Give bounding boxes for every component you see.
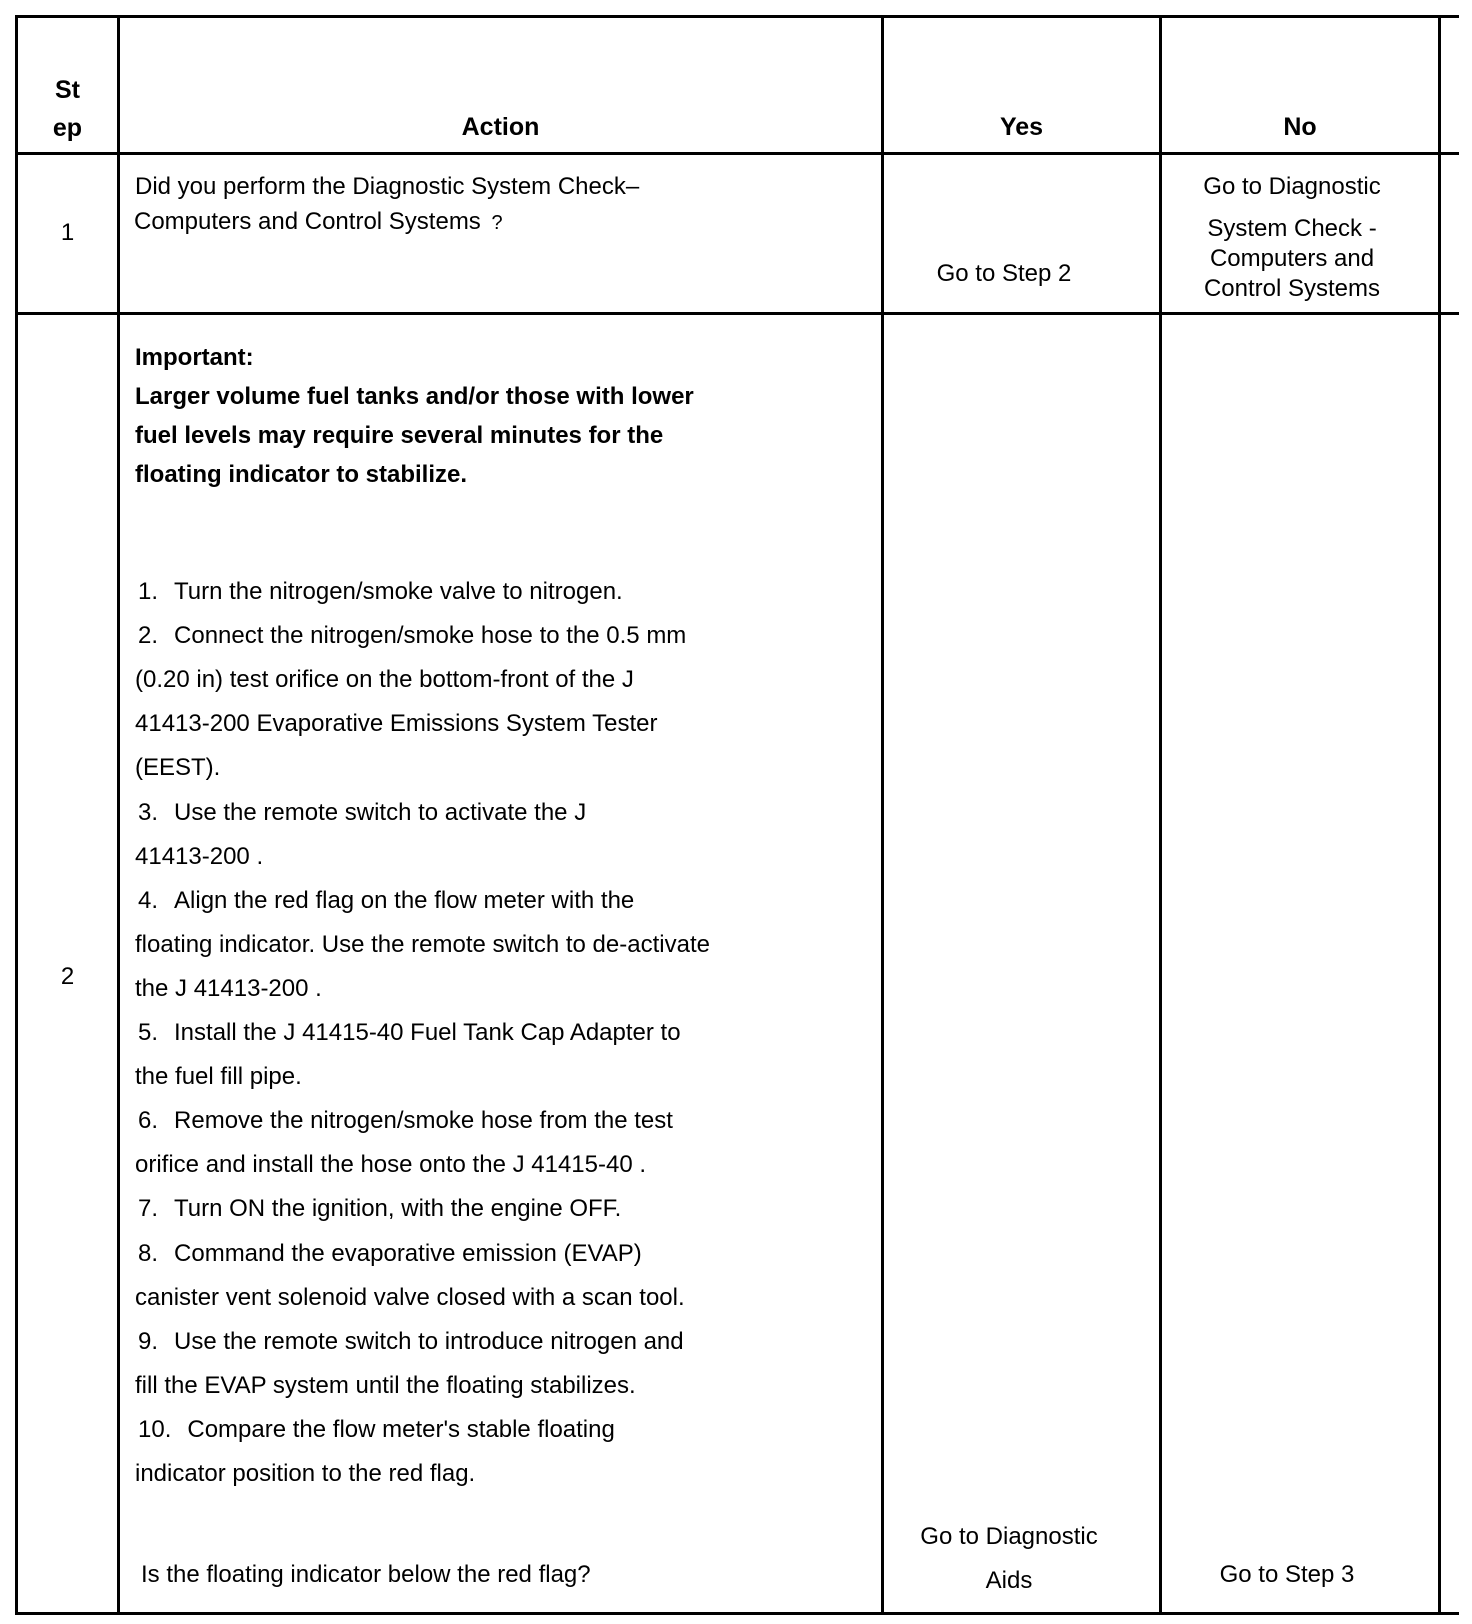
row2-no: Go to Step 3 xyxy=(1219,1561,1355,1588)
procedure-line xyxy=(135,621,835,651)
procedure-step-number: 1. xyxy=(138,578,159,605)
procedure-step-text: (EEST). xyxy=(135,754,221,782)
procedure-line xyxy=(135,930,835,960)
procedure-line xyxy=(135,1062,835,1092)
procedure-line xyxy=(135,842,835,872)
header-action: Action xyxy=(461,113,540,141)
table-border-left xyxy=(15,15,18,1615)
row2-yes-line1: Go to Diagnostic xyxy=(920,1523,1098,1550)
procedure-line xyxy=(135,709,835,739)
procedure-line xyxy=(135,886,835,916)
row1-no-line2: System Check - xyxy=(1207,215,1377,242)
column-divider-step xyxy=(117,15,120,1615)
procedure-step-text: floating indicator. Use the remote switch to de-activate xyxy=(135,930,710,958)
procedure-step-number: 8. xyxy=(138,1239,159,1267)
row2-step: 2 xyxy=(60,963,75,990)
row1-step: 1 xyxy=(60,219,75,246)
procedure-line xyxy=(135,1150,835,1180)
row1-action-line1: Did you perform the Diagnostic System Check– xyxy=(135,173,640,200)
row1-action-qmark: ? xyxy=(491,212,503,234)
procedure-step-number: 6. xyxy=(138,1107,159,1135)
procedure-step-text: Command the evaporative emission (EVAP) xyxy=(174,1239,642,1267)
column-divider-action xyxy=(881,15,884,1615)
procedure-line xyxy=(135,1371,835,1401)
procedure-step-text: 41413-200 . xyxy=(135,842,264,870)
table-border-bottom xyxy=(15,1612,1459,1615)
procedure-step-text: (0.20 in) test orifice on the bottom-front of the J xyxy=(135,666,634,694)
row1-action xyxy=(134,172,874,238)
procedure-step-number: 5. xyxy=(138,1019,159,1046)
procedure-line xyxy=(135,1239,835,1269)
procedure-step-text: Install the J 41415-40 Fuel Tank Cap Adapter to xyxy=(174,1019,681,1046)
row2-important xyxy=(135,338,875,494)
row-divider xyxy=(15,312,1459,315)
header-step-line1: St xyxy=(55,76,80,104)
table-border-right xyxy=(1438,15,1441,1615)
row1-action-line2 xyxy=(134,207,874,238)
procedure-step-number: 9. xyxy=(138,1327,159,1355)
row2-yes xyxy=(884,1515,1134,1603)
procedure-line xyxy=(135,1327,835,1357)
procedure-step-text: Use the remote switch to introduce nitrogen and xyxy=(174,1327,684,1355)
procedure-line xyxy=(135,577,835,607)
row1-no xyxy=(1162,172,1422,304)
procedure-step-number: 7. xyxy=(138,1195,159,1223)
procedure-line xyxy=(135,798,835,828)
row1-no-line1: Go to Diagnostic xyxy=(1203,173,1381,200)
diagnostic-table xyxy=(15,15,1459,1615)
procedure-step-text: Align the red flag on the flow meter with the xyxy=(174,886,635,914)
row2-question: Is the floating indicator below the red flag? xyxy=(141,1561,591,1588)
procedure-step-number: 3. xyxy=(138,798,159,826)
procedure-step-text: the fuel fill pipe. xyxy=(135,1063,302,1091)
procedure-line xyxy=(135,665,835,695)
header-divider xyxy=(15,152,1459,155)
procedure-line xyxy=(135,1283,835,1313)
procedure-step-number: 2. xyxy=(138,622,159,650)
procedure-step-text: orifice and install the hose onto the J 41415-40 . xyxy=(135,1151,647,1179)
row1-action-line2-text: Computers and Control Systems xyxy=(134,208,481,235)
procedure-step-text: Turn ON the ignition, with the engine OFF. xyxy=(174,1195,622,1223)
row1-yes: Go to Step 2 xyxy=(936,260,1072,287)
header-yes: Yes xyxy=(999,113,1044,141)
row1-no-line4: Control Systems xyxy=(1203,275,1381,302)
procedure-step-number: 10. xyxy=(138,1415,172,1443)
procedure-step-text: canister vent solenoid valve closed with a scan tool. xyxy=(135,1283,685,1311)
procedure-line xyxy=(135,1194,835,1224)
procedure-line xyxy=(135,1106,835,1136)
procedure-line xyxy=(135,753,835,783)
header-step-line2: ep xyxy=(52,114,83,142)
header-no: No xyxy=(1283,113,1317,141)
procedure-step-text: fill the EVAP system until the floating stabilizes. xyxy=(135,1371,636,1399)
table-border-top xyxy=(15,15,1459,18)
important-line-1: Larger volume fuel tanks and/or those with lower xyxy=(135,383,694,410)
procedure-step-number: 4. xyxy=(138,886,159,914)
procedure-line xyxy=(135,1459,835,1489)
header-step xyxy=(18,71,117,147)
procedure-step-text: Remove the nitrogen/smoke hose from the test xyxy=(174,1107,673,1135)
procedure-step-text: the J 41413-200 . xyxy=(135,974,322,1002)
procedure-step-text: Compare the flow meter's stable floating xyxy=(187,1415,615,1443)
procedure-step-text: indicator position to the red flag. xyxy=(135,1460,476,1487)
important-label: Important: xyxy=(135,344,254,371)
procedure-step-text: Connect the nitrogen/smoke hose to the 0.5 mm xyxy=(174,622,687,650)
procedure-step-text: 41413-200 Evaporative Emissions System Tester xyxy=(135,710,658,738)
procedure-step-text: Turn the nitrogen/smoke valve to nitrogen. xyxy=(174,578,623,605)
row2-yes-line2: Aids xyxy=(985,1567,1033,1594)
procedure-line xyxy=(135,974,835,1004)
important-line-2: fuel levels may require several minutes for the xyxy=(135,422,664,449)
procedure-step-text: Use the remote switch to activate the J xyxy=(174,798,587,826)
important-line-3: floating indicator to stabilize. xyxy=(135,461,468,488)
procedure-line xyxy=(135,1415,835,1445)
row1-no-line3: Computers and xyxy=(1209,245,1375,272)
procedure-line xyxy=(135,1018,835,1048)
